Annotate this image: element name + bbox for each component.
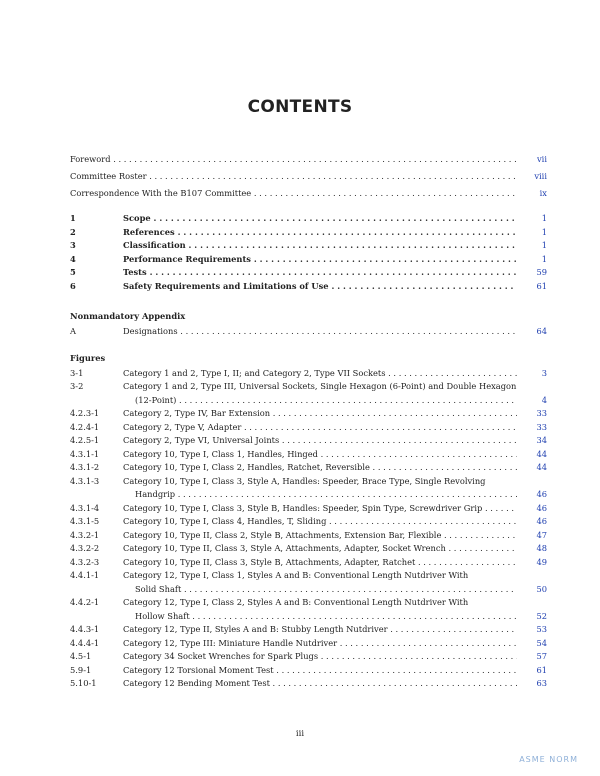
toc-entry-label: Foreword . . . [70,153,517,167]
toc-figure[interactable] [70,461,547,475]
toc-page-number[interactable]: 53 [536,624,547,634]
figure-number: 4.5-1 [70,651,92,661]
toc-entry[interactable] [70,153,547,167]
toc-figure[interactable] [70,529,547,543]
section-number: 3 [70,240,76,250]
page-number: iii [295,729,305,739]
toc-page-number[interactable]: ix [539,188,547,198]
figure-label: Category 1 and 2, Type III, Universal Sockets, Single Hexagon (6-Point) and Double Hexagon [123,381,517,391]
toc-appendix[interactable] [70,325,547,339]
toc-page-number[interactable]: 59 [536,267,547,277]
toc-figure[interactable] [70,502,547,516]
toc-section[interactable] [70,212,547,226]
toc-figure[interactable] [70,664,547,678]
figures-list [70,352,547,691]
toc-figure[interactable] [70,637,547,651]
figure-number: 4.3.2-1 [70,529,100,540]
figure-label: Category 10, Type I, Class 1, Handles, Hinged . . . [123,448,517,462]
figure-number: 4.3.1-3 [70,475,100,486]
appendix-list [70,310,547,338]
figure-number: 5.10-1 [70,678,97,688]
figure-label: Category 2, Type IV, Bar Extension . . . [123,407,517,421]
toc-section[interactable] [70,280,547,294]
toc-figure[interactable] [70,677,547,691]
toc-figure[interactable] [70,542,547,556]
toc-entry-label: Committee Roster . . . [70,170,517,184]
figure-number: 4.3.2-3 [70,556,100,567]
figure-label-continued: Solid Shaft . . . [135,583,517,597]
toc-section[interactable] [70,266,547,280]
toc-figure[interactable] [70,515,547,529]
toc-page-number[interactable]: 61 [536,664,547,675]
toc-section[interactable] [70,239,547,253]
figure-number: 4.4.3-1 [70,624,100,634]
toc-figure[interactable] [70,448,547,462]
appendix-heading: Nonmandatory Appendix [70,311,186,321]
toc-page-number[interactable]: 3 [541,367,547,378]
toc-page-number[interactable]: 46 [536,502,547,513]
toc-page-number[interactable]: viii [534,171,547,181]
toc-page-number[interactable]: 44 [536,448,547,459]
figure-label: Category 10, Type II, Class 2, Style B, Attachments, Extension Bar, Flexible . . . [123,529,517,543]
toc-page-number[interactable]: 34 [536,435,547,445]
toc-page-number[interactable]: 49 [536,556,547,567]
figure-label: Category 12, Type I, Class 2, Styles A and B: Conventional Length Nutdriver With [123,597,469,607]
figure-label: Category 1 and 2, Type I, II; and Category 2, Type VII Sockets . . . [123,367,517,381]
figure-label: Category 10, Type I, Class 2, Handles, Ratchet, Reversible . . . [123,461,517,475]
toc-figure[interactable] [70,367,547,381]
toc-page-number[interactable]: 4 [541,394,547,405]
section-label: Tests . . . [123,266,517,280]
toc-figure[interactable] [70,380,547,407]
page-title: CONTENTS [247,97,353,117]
toc-page-number[interactable]: 46 [536,489,547,499]
front-matter-list [70,153,547,201]
toc-page-number[interactable]: 52 [536,610,547,621]
section-label: Scope . . . [123,212,517,226]
toc-figure[interactable] [70,650,547,664]
figure-label-continued: Handgrip . . . [135,488,517,502]
toc-figure[interactable] [70,596,547,623]
section-number: 2 [70,226,76,237]
figure-number: 4.2.4-1 [70,421,100,432]
figure-number: 3-2 [70,381,84,391]
toc-figure[interactable] [70,475,547,502]
appendix-label: Designations . . . [123,325,517,339]
appendix-letter: A [70,325,76,336]
figure-number: 4.3.1-1 [70,448,100,459]
figure-label: Category 34 Socket Wrenches for Spark Plugs . . . [123,650,517,664]
toc-entry[interactable] [70,187,547,201]
section-label: Classification . . . [123,239,517,253]
figure-label: Category 10, Type I, Class 4, Handles, T, Sliding . . . [123,515,517,529]
toc-figure[interactable] [70,556,547,570]
toc-page-number[interactable]: 57 [536,651,547,661]
figure-label: Category 10, Type I, Class 3, Style B, Handles: Speeder, Spin Type, Screwdriver Grip . . . [123,502,517,516]
toc-page-number[interactable]: 47 [536,529,547,540]
figure-label: Category 12 Bending Moment Test . . . [123,677,517,691]
toc-page-number[interactable]: 1 [541,213,547,223]
toc-page-number[interactable]: 46 [536,516,547,526]
sections-list [70,212,547,293]
toc-figure[interactable] [70,407,547,421]
figure-number: 4.3.2-2 [70,543,100,553]
toc-page-number[interactable]: 63 [536,678,547,688]
figure-label: Category 12, Type II, Styles A and B: Stubby Length Nutdriver . . . [123,623,517,637]
figure-number: 4.4.4-1 [70,637,100,648]
figure-number: 4.2.3-1 [70,408,100,418]
toc-page-number[interactable]: 54 [536,637,547,648]
figures-heading: Figures [70,353,106,363]
toc-page-number[interactable]: 44 [536,462,547,472]
section-number: 1 [70,213,76,223]
toc-page-number[interactable]: 1 [541,253,547,264]
figure-label-continued: (12-Point) . . . [135,394,517,408]
toc-page-number[interactable]: 61 [536,280,547,291]
figure-label: Category 2, Type V, Adapter . . . [123,421,517,435]
figure-number: 3-1 [70,367,84,378]
toc-page-number[interactable]: 33 [536,408,547,418]
toc-entry[interactable] [70,170,547,184]
toc-entry-label: Correspondence With the B107 Committee . . . [70,187,517,201]
figure-label: Category 12, Type III: Miniature Handle Nutdriver . . . [123,637,517,651]
figure-number: 4.4.1-1 [70,570,100,580]
toc-page-number[interactable]: 33 [536,421,547,432]
toc-page-number[interactable]: vii [537,154,547,164]
section-label: References . . . [123,226,517,240]
section-number: 5 [70,267,76,277]
toc-figure[interactable] [70,434,547,448]
section-number: 4 [70,253,76,264]
toc-page-number[interactable]: 1 [541,226,547,237]
figure-number: 5.9-1 [70,664,92,675]
figure-number: 4.3.1-4 [70,502,100,513]
toc-figure[interactable] [70,421,547,435]
toc-page-number[interactable]: 48 [536,543,547,553]
figure-label: Category 12 Torsional Moment Test . . . [123,664,517,678]
toc-page-number[interactable]: 50 [536,583,547,594]
figure-number: 4.2.5-1 [70,435,100,445]
figure-label: Category 12, Type I, Class 1, Styles A and B: Conventional Length Nutdriver With [123,570,469,580]
section-label: Safety Requirements and Limitations of Use . . . [123,280,517,294]
figures-entries [70,367,547,691]
figure-label-continued: Hollow Shaft . . . [135,610,517,624]
section-label: Performance Requirements . . . [123,253,517,267]
toc-section[interactable] [70,253,547,267]
figure-number: 4.3.1-5 [70,516,100,526]
toc-page-number[interactable]: 1 [541,240,547,250]
figure-number: 4.4.2-1 [70,597,100,607]
figure-label: Category 10, Type II, Class 3, Style A, Attachments, Adapter, Socket Wrench . . . [123,542,517,556]
section-number: 6 [70,280,76,291]
toc-figure[interactable] [70,623,547,637]
watermark-logo: ASME NORM [519,755,578,764]
figure-label: Category 2, Type VI, Universal Joints . . . [123,434,517,448]
toc-section[interactable] [70,226,547,240]
figure-number: 4.3.1-2 [70,462,100,472]
toc-page-number[interactable]: 64 [536,325,547,336]
figure-label: Category 10, Type II, Class 3, Style B, Attachments, Adapter, Ratchet . . . [123,556,517,570]
toc-figure[interactable] [70,569,547,596]
figure-label: Category 10, Type I, Class 3, Style A, Handles: Speeder, Brace Type, Single Revolving [123,475,486,486]
